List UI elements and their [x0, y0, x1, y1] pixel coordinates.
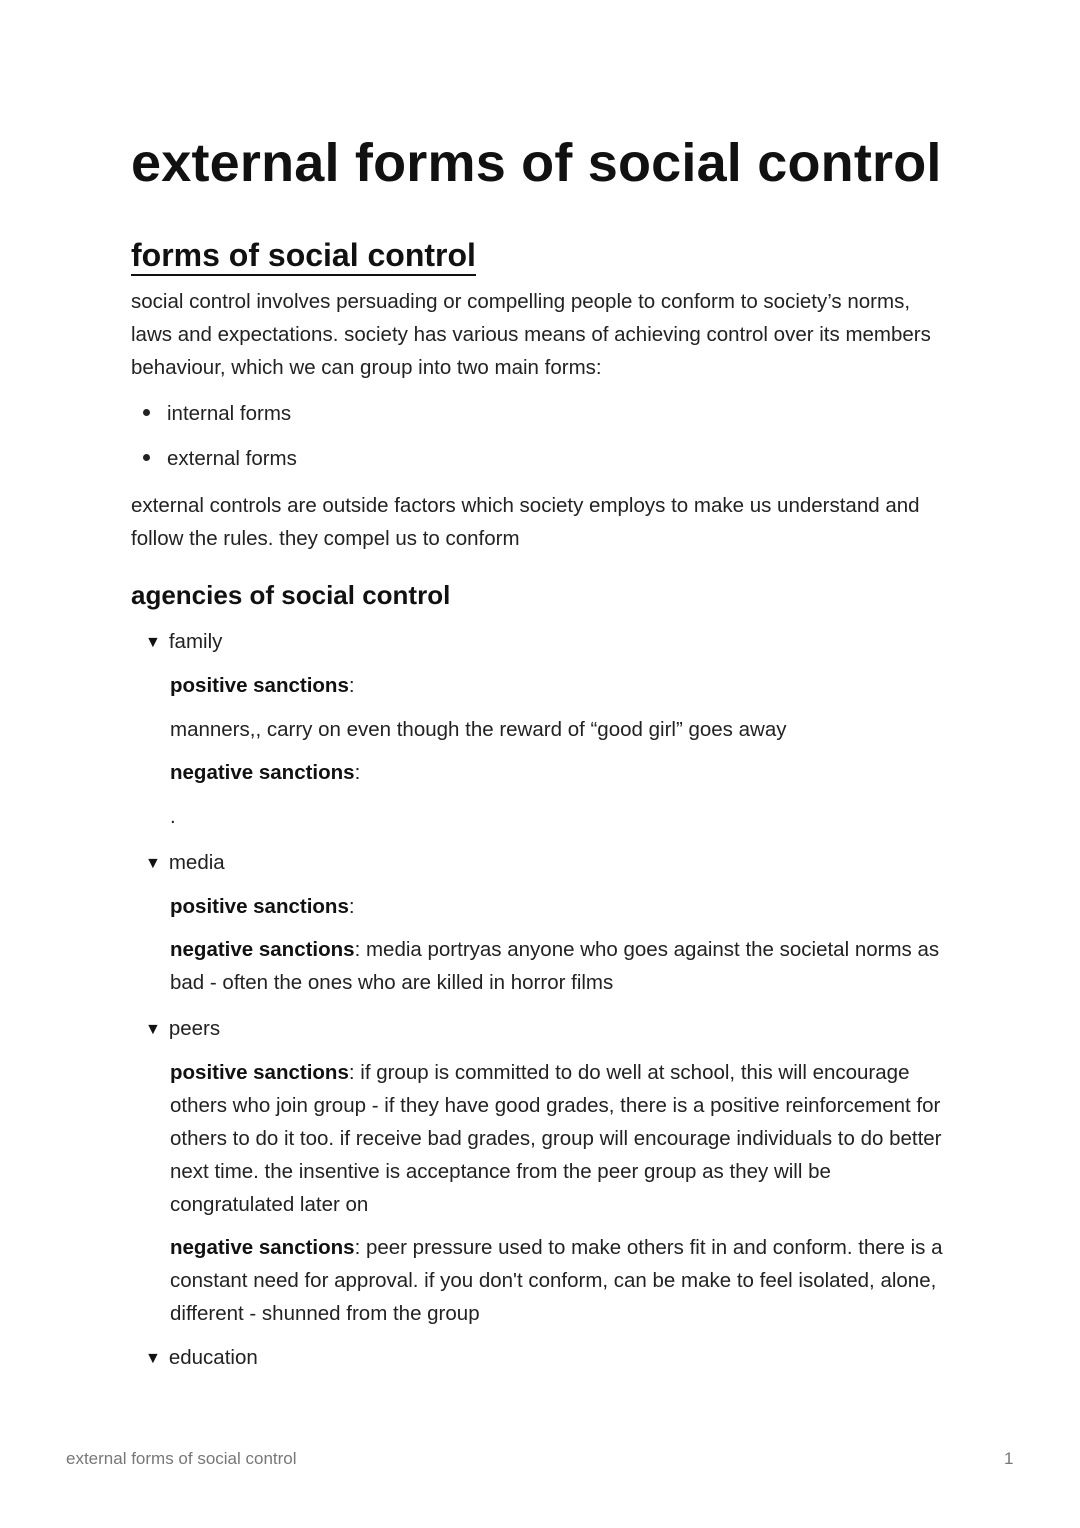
bullet-icon: [143, 409, 150, 416]
sanction-label: negative sanctions: [170, 1236, 355, 1259]
sanction-label: positive sanctions: [170, 895, 349, 918]
bullet-icon: [143, 454, 150, 461]
peers-negative-sanctions: negative sanctions: peer pressure used to make others fit in and conform. there is a constant need for approval. if you don't conform, can be make to feel isolated, alone, different - shunned from the group: [170, 1236, 943, 1325]
toggle-peers[interactable]: [145, 1017, 220, 1041]
peers-positive-sanctions: positive sanctions: if group is committed to do well at school, this will encourage others who join group - if they have good grades, there is a positive reinforcement for others to do it too. if receive bad grades, group will encourage individuals to do better next time. the insentive is acceptance from the peer group as they will be congratulated later on: [170, 1061, 942, 1216]
sanction-label: positive sanctions: [170, 1061, 349, 1084]
family-positive-detail: manners,, carry on even though the reward of “good girl” goes away: [170, 718, 787, 741]
toggle-triangle-icon[interactable]: ▼: [145, 1350, 161, 1367]
sanction-label: positive sanctions: [170, 674, 349, 697]
toggle-media[interactable]: [145, 851, 225, 875]
family-negative-detail: .: [170, 805, 176, 828]
sanction-label: negative sanctions: [170, 938, 355, 961]
family-positive-sanctions: positive sanctions:: [170, 674, 355, 697]
toggle-triangle-icon[interactable]: ▼: [145, 634, 161, 651]
page-title: external forms of social control: [131, 133, 942, 193]
media-negative-sanctions: negative sanctions: media portryas anyone who goes against the societal norms as bad - often the ones who are killed in horror films: [170, 938, 940, 994]
list-item: internal forms: [143, 402, 291, 426]
sanction-label: negative sanctions: [170, 761, 355, 784]
list-item: external forms: [143, 447, 297, 471]
external-controls-paragraph: external controls are outside factors which society employs to make us understand and follow the rules. they compel us to conform: [131, 494, 920, 550]
toggle-label: family: [168, 630, 223, 653]
toggle-triangle-icon[interactable]: ▼: [145, 1021, 161, 1038]
section-heading: forms of social control: [131, 237, 476, 276]
agencies-heading: agencies of social control: [131, 580, 451, 610]
toggle-label: media: [168, 851, 225, 874]
toggle-label: education: [168, 1346, 258, 1369]
toggle-education[interactable]: [145, 1346, 258, 1370]
footer-page-number: 1: [1004, 1449, 1014, 1468]
toggle-label: peers: [168, 1017, 221, 1040]
intro-paragraph: social control involves persuading or compelling people to conform to society’s norms, laws and expectations. society has various means of achieving control over its members behaviour, which we can group into two main forms:: [131, 290, 931, 379]
media-positive-sanctions: positive sanctions:: [170, 895, 355, 918]
family-negative-sanctions: negative sanctions:: [170, 761, 361, 784]
footer-document-name: external forms of social control: [66, 1449, 297, 1468]
toggle-family[interactable]: [145, 630, 222, 654]
toggle-triangle-icon[interactable]: ▼: [145, 855, 161, 872]
